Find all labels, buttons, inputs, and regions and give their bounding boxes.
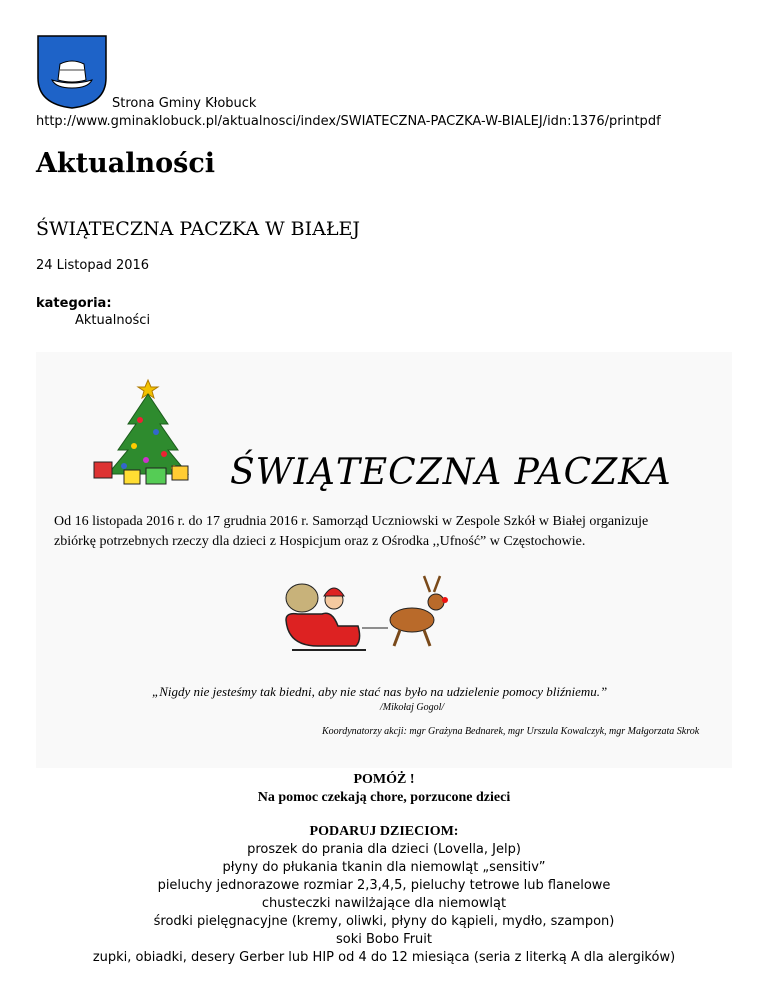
- santa-sleigh-reindeer-icon: [278, 570, 462, 654]
- gmina-crest-logo: [36, 34, 108, 110]
- appeal-subheading: Na pomoc czekają chore, porzucone dzieci: [257, 790, 511, 805]
- category-value[interactable]: Aktualności: [75, 313, 151, 328]
- page-heading: Aktualności: [36, 148, 216, 179]
- donate-item: proszek do prania dla dzieci (Lovella, Jelp): [247, 842, 521, 857]
- donate-item: płyny do płukania tkanin dla niemowląt „sensitiv”: [222, 860, 546, 875]
- donate-item: zupki, obiadki, desery Gerber lub HIP od 4 do 12 miesiąca (seria z literką A dla alergików): [92, 950, 676, 965]
- donate-heading: PODARUJ DZIECIOM:: [309, 824, 459, 839]
- donate-item: środki pielęgnacyjne (kremy, oliwki, płyny do kąpieli, mydło, szampon): [153, 914, 615, 929]
- poster-coordinators: Koordynatorzy akcji: mgr Grażyna Bednarek, mgr Urszula Kowalczyk, mgr Małgorzata Skrok: [322, 726, 700, 737]
- poster-quote: „Nigdy nie jesteśmy tak biedni, aby nie stać nas było na udzielenie pomocy bliźniemu.”: [152, 684, 608, 699]
- poster-intro-line: zbiórkę potrzebnych rzeczy dla dzieci z Hospicjum oraz z Ośrodka ,,Ufność” w Częstochowie.: [54, 534, 586, 549]
- page-url[interactable]: http://www.gminaklobuck.pl/aktualnosci/index/SWIATECZNA-PACZKA-W-BIALEJ/idn:1376/printpdf: [36, 114, 661, 129]
- category-label: kategoria:: [36, 296, 112, 311]
- article-date: 24 Listopad 2016: [36, 258, 150, 273]
- article-title: ŚWIĄTECZNA PACZKA W BIAŁEJ: [36, 218, 361, 240]
- appeal-heading: POMÓŻ !: [353, 772, 415, 787]
- poster-intro-line: Od 16 listopada 2016 r. do 17 grudnia 2016 r. Samorząd Uczniowski w Zespole Szkół w Białej organizuje: [54, 514, 649, 529]
- poster-title: ŚWIĄTECZNA PACZKA: [230, 452, 672, 493]
- christmas-tree-icon: [84, 376, 204, 488]
- donate-item: chusteczki nawilżające dla niemowląt: [261, 896, 507, 911]
- donate-item: pieluchy jednorazowe rozmiar 2,3,4,5, pieluchy tetrowe lub flanelowe: [157, 878, 611, 893]
- site-name: Strona Gminy Kłobuck: [112, 96, 257, 111]
- donate-item: soki Bobo Fruit: [335, 932, 433, 947]
- quote-author: /Mikołaj Gogol/: [380, 702, 445, 713]
